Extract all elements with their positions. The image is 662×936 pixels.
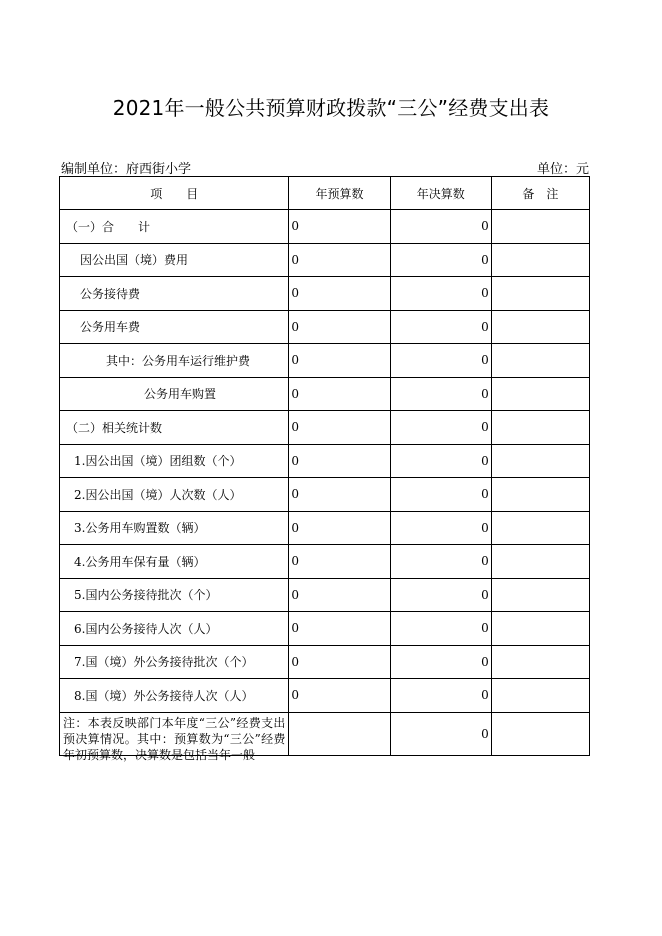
note-budget [289, 712, 390, 755]
row-item: 2.因公出国（境）人次数（人） [60, 478, 289, 512]
header-remark: 备 注 [491, 177, 589, 210]
table-row [60, 478, 590, 512]
table-row [60, 578, 590, 612]
row-remark [491, 578, 589, 612]
row-remark [491, 645, 589, 679]
note-final: 0 [390, 712, 491, 755]
row-remark [491, 545, 589, 579]
row-remark [491, 478, 589, 512]
row-final: 0 [390, 478, 491, 512]
expense-table [59, 176, 590, 762]
row-item: 8.国（境）外公务接待人次（人） [60, 679, 289, 713]
row-item: 6.国内公务接待人次（人） [60, 612, 289, 646]
row-budget: 0 [289, 679, 390, 713]
row-budget: 0 [289, 578, 390, 612]
row-budget: 0 [289, 411, 390, 445]
table-row [60, 210, 590, 244]
currency-unit: 单位：元 [536, 162, 589, 177]
page-title: 2021年一般公共预算财政拨款“三公”经费支出表 [112, 96, 550, 120]
row-remark [491, 243, 589, 277]
table-row [60, 645, 590, 679]
row-item: 7.国（境）外公务接待批次（个） [60, 645, 289, 679]
row-budget: 0 [289, 243, 390, 277]
table-row [60, 545, 590, 579]
row-final: 0 [390, 444, 491, 478]
table-row [60, 511, 590, 545]
row-budget: 0 [289, 444, 390, 478]
row-item: 4.公务用车保有量（辆） [60, 545, 289, 579]
row-final: 0 [390, 344, 491, 378]
row-budget: 0 [289, 612, 390, 646]
row-remark [491, 411, 589, 445]
row-item: 因公出国（境）费用 [60, 243, 289, 277]
row-remark [491, 511, 589, 545]
row-final: 0 [390, 612, 491, 646]
table-row [60, 444, 590, 478]
row-remark [491, 377, 589, 411]
table-row [60, 243, 590, 277]
row-final: 0 [390, 310, 491, 344]
row-budget: 0 [289, 344, 390, 378]
row-item: 公务用车费 [60, 310, 289, 344]
row-remark [491, 444, 589, 478]
row-remark [491, 310, 589, 344]
row-item: 1.因公出国（境）团组数（个） [60, 444, 289, 478]
note-text: 注：本表反映部门本年度“三公”经费支出预决算情况。其中：预算数为“三公”经费年初预算数，决算数是包括当年一般 [63, 715, 286, 762]
row-remark [491, 679, 589, 713]
table-row [60, 310, 590, 344]
row-remark [491, 277, 589, 311]
table-row [60, 344, 590, 378]
row-item: 公务用车购置 [60, 377, 289, 411]
row-final: 0 [390, 679, 491, 713]
note-row [60, 712, 590, 755]
table-row [60, 679, 590, 713]
table-row [60, 411, 590, 445]
row-item: 3.公务用车购置数（辆） [60, 511, 289, 545]
row-final: 0 [390, 645, 491, 679]
row-budget: 0 [289, 277, 390, 311]
row-budget: 0 [289, 511, 390, 545]
row-final: 0 [390, 545, 491, 579]
header-final: 年决算数 [390, 177, 491, 210]
table-header-row [60, 177, 590, 210]
header-item: 项 目 [60, 177, 289, 210]
row-final: 0 [390, 578, 491, 612]
row-final: 0 [390, 243, 491, 277]
table-row [60, 612, 590, 646]
row-final: 0 [390, 511, 491, 545]
row-item: 其中：公务用车运行维护费 [60, 344, 289, 378]
header-budget: 年预算数 [289, 177, 390, 210]
table-row [60, 377, 590, 411]
row-budget: 0 [289, 310, 390, 344]
note-remark [491, 712, 589, 755]
row-remark [491, 344, 589, 378]
row-final: 0 [390, 377, 491, 411]
row-final: 0 [390, 411, 491, 445]
row-budget: 0 [289, 377, 390, 411]
table-row [60, 277, 590, 311]
row-budget: 0 [289, 478, 390, 512]
row-budget: 0 [289, 645, 390, 679]
row-item: （二）相关统计数 [60, 411, 289, 445]
row-budget: 0 [289, 545, 390, 579]
row-item: （一）合 计 [60, 210, 289, 244]
row-item: 5.国内公务接待批次（个） [60, 578, 289, 612]
row-remark [491, 612, 589, 646]
row-final: 0 [390, 277, 491, 311]
row-item: 公务接待费 [60, 277, 289, 311]
row-final: 0 [390, 210, 491, 244]
compiling-unit: 编制单位：府西街小学 [61, 162, 192, 177]
row-remark [491, 210, 589, 244]
table-note [60, 712, 289, 762]
row-budget: 0 [289, 210, 390, 244]
